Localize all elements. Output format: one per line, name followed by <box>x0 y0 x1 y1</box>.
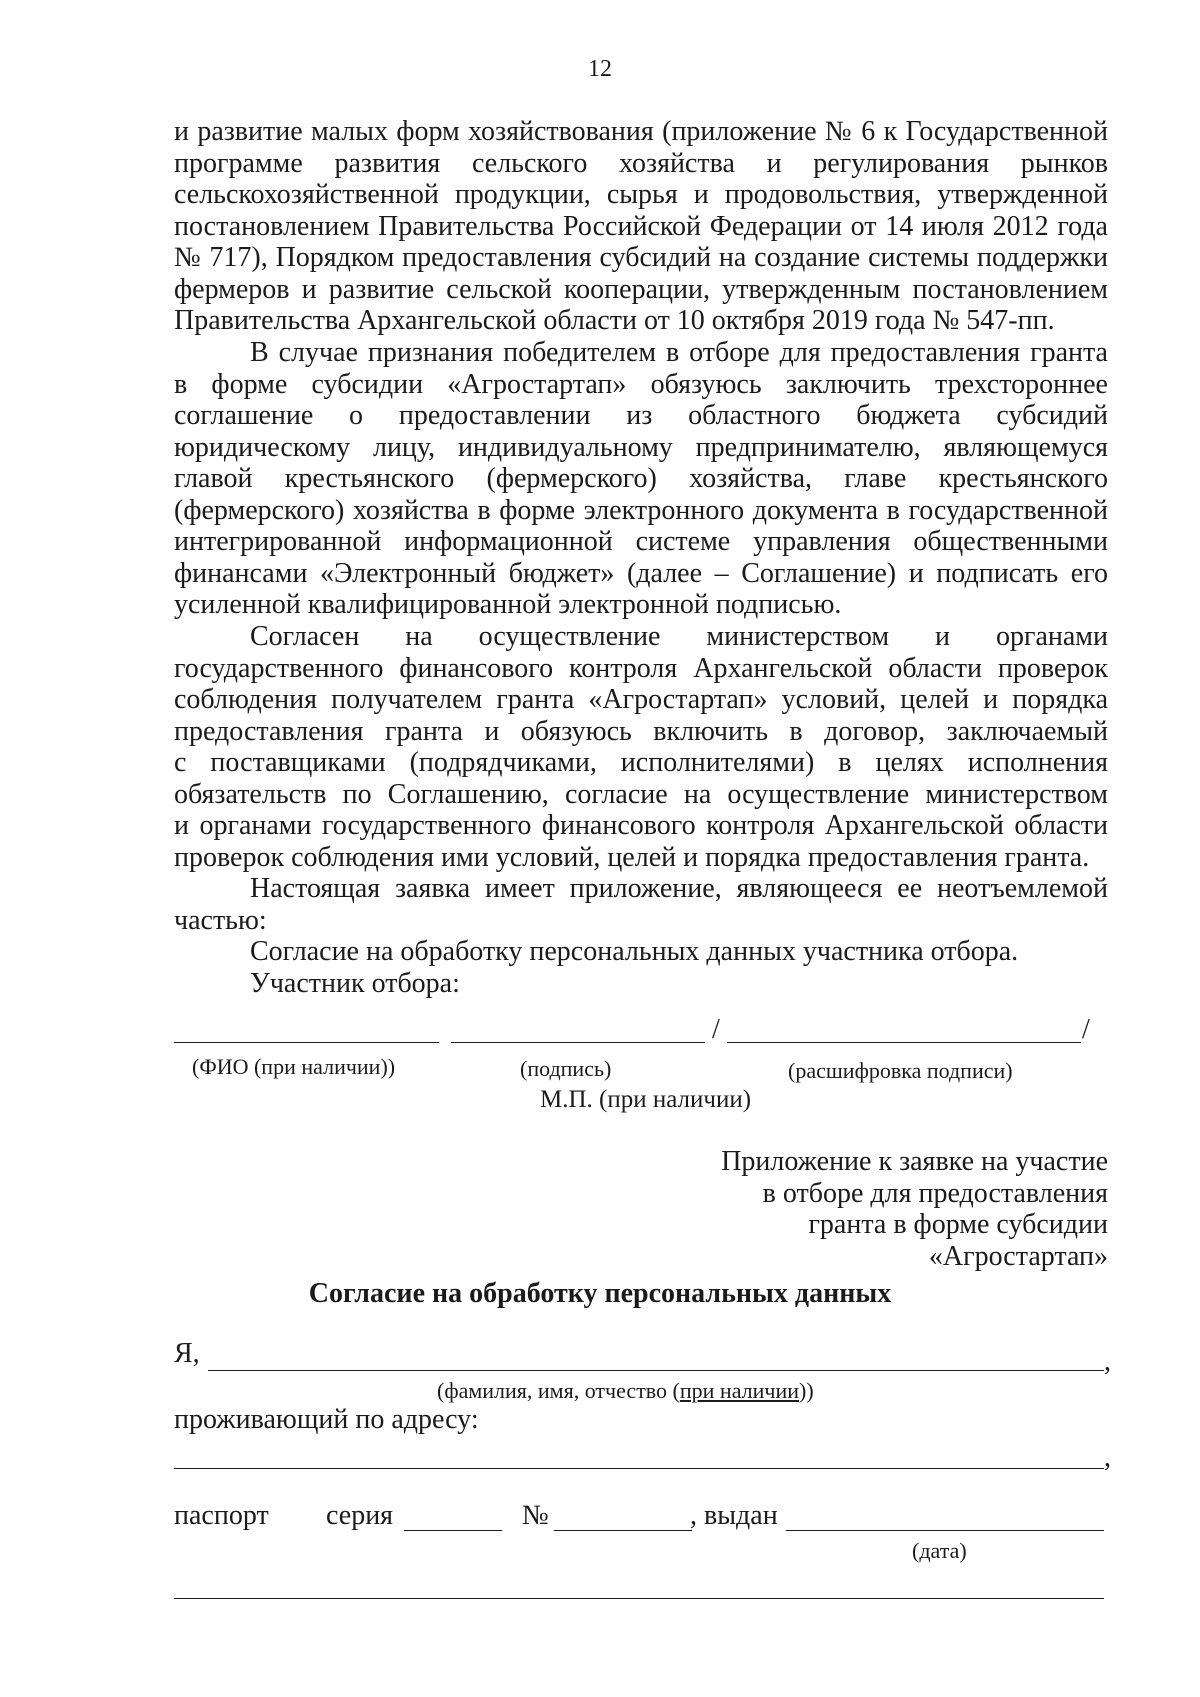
address-label: проживающий по адресу: <box>174 1404 479 1435</box>
text-line: финансами «Электронный бюджет» (далее – Соглашение) и подписать его <box>174 557 1108 589</box>
text-line: Настоящая заявка имеет приложение, являющееся ее неотъемлемой <box>250 873 1108 904</box>
text-line: интегрированной информационной системе управления общественными <box>174 526 1108 557</box>
paragraph-3 <box>174 621 1108 873</box>
appendix-note-line: гранта в форме субсидии <box>808 1209 1108 1240</box>
appendix-note-line: в отборе для предоставления <box>762 1177 1108 1209</box>
text-line: фермеров и развитие сельской кооперации, утвержденным постановлением <box>174 273 1108 305</box>
text-line: Согласен на осуществление министерством и органами <box>250 621 1108 652</box>
ya-label: Я, <box>174 1338 200 1369</box>
text-line: обязательств по Соглашению, согласие на осуществление министерством <box>174 778 1108 810</box>
passport-label: паспорт <box>174 1500 269 1531</box>
address-line[interactable] <box>174 1468 1104 1469</box>
signature-line[interactable] <box>451 1042 705 1043</box>
decode-signature-line[interactable] <box>727 1042 1081 1043</box>
decode-caption: (расшифровка подписи) <box>788 1058 1013 1083</box>
comma: , <box>1104 1346 1111 1377</box>
text-line: соглашение о предоставлении из областного бюджета субсидий <box>174 400 1108 431</box>
text-line: постановлением Правительства Российской Федерации от 14 июля 2012 года <box>174 210 1108 242</box>
text-line: программе развития сельского хозяйства и регулирования рынков <box>174 147 1108 179</box>
page-number: 12 <box>588 56 612 82</box>
fio-caption: (ФИО (при наличии)) <box>192 1054 396 1079</box>
text-line: проверок соблюдения ими условий, целей и порядка предоставления гранта. <box>174 841 1090 873</box>
full-name-caption: (фамилия, имя, отчество (при наличии)) <box>437 1378 814 1403</box>
signature-caption: (подпись) <box>520 1056 612 1081</box>
appendix-note <box>721 1146 1108 1272</box>
paragraph-2 <box>174 337 1108 621</box>
paragraph-6 <box>174 968 1108 1000</box>
stamp-note: М.П. (при наличии) <box>540 1086 752 1113</box>
text-line: частью: <box>174 904 267 936</box>
text-line: соблюдения получателем гранта «Агростартап» условий, целей и порядка <box>174 684 1108 715</box>
slash-separator: / <box>1082 1014 1090 1045</box>
number-line[interactable] <box>554 1530 692 1531</box>
paragraph-4 <box>174 873 1108 936</box>
text-line: юридическому лицу, индивидуальному предпринимателю, являющемуся <box>174 431 1108 463</box>
text-line: Участник отбора: <box>250 968 460 999</box>
series-label: серия <box>326 1500 394 1531</box>
series-line[interactable] <box>404 1530 502 1531</box>
text-line: с поставщиками (подрядчиками, исполнителями) в целях исполнения <box>174 747 1108 778</box>
date-caption: (дата) <box>912 1538 967 1563</box>
slash-separator: / <box>712 1014 720 1045</box>
text-line: (фермерского) хозяйства в форме электронного документа в государственной <box>174 494 1108 526</box>
appendix-note-line: Приложение к заявке на участие <box>721 1146 1108 1177</box>
text-line: предоставления гранта и обязуюсь включить в договор, заключаемый <box>174 715 1108 747</box>
paragraph-1 <box>174 116 1108 337</box>
paragraph-5 <box>174 936 1108 968</box>
text-line: и развитие малых форм хозяйствования (приложение № 6 к Государственной <box>174 116 1108 147</box>
fio-signature-line[interactable] <box>174 1042 439 1043</box>
appendix-note-line: «Агростартап» <box>928 1240 1108 1272</box>
consent-title: Согласие на обработку персональных данных <box>308 1278 892 1309</box>
text-line: Правительства Архангельской области от 10 октября 2019 года № 547-пп. <box>174 305 1055 336</box>
issued-by-line[interactable] <box>174 1598 1104 1599</box>
issued-date-line[interactable] <box>786 1530 1104 1531</box>
text-line: государственного финансового контроля Архангельской области проверок <box>174 652 1108 684</box>
text-line: В случае признания победителем в отборе для предоставления гранта <box>250 337 1108 368</box>
text-line: Согласие на обработку персональных данных участника отбора. <box>250 936 1019 967</box>
text-line: в форме субсидии «Агростартап» обязуюсь заключить трехстороннее <box>174 368 1108 400</box>
text-line: главой крестьянского (фермерского) хозяйства, главе крестьянского <box>174 463 1108 494</box>
full-name-line[interactable] <box>208 1370 1104 1371</box>
text-line: усиленной квалифицированной электронной подписью. <box>174 589 842 620</box>
comma: , <box>1104 1442 1111 1473</box>
text-line: и органами государственного финансового контроля Архангельской области <box>174 810 1108 841</box>
text-line: № 717), Порядком предоставления субсидий на создание системы поддержки <box>174 242 1108 273</box>
number-label: № <box>522 1500 549 1531</box>
issued-label: , выдан <box>690 1500 778 1531</box>
text-line: сельскохозяйственной продукции, сырья и продовольствия, утвержденной <box>174 179 1108 210</box>
